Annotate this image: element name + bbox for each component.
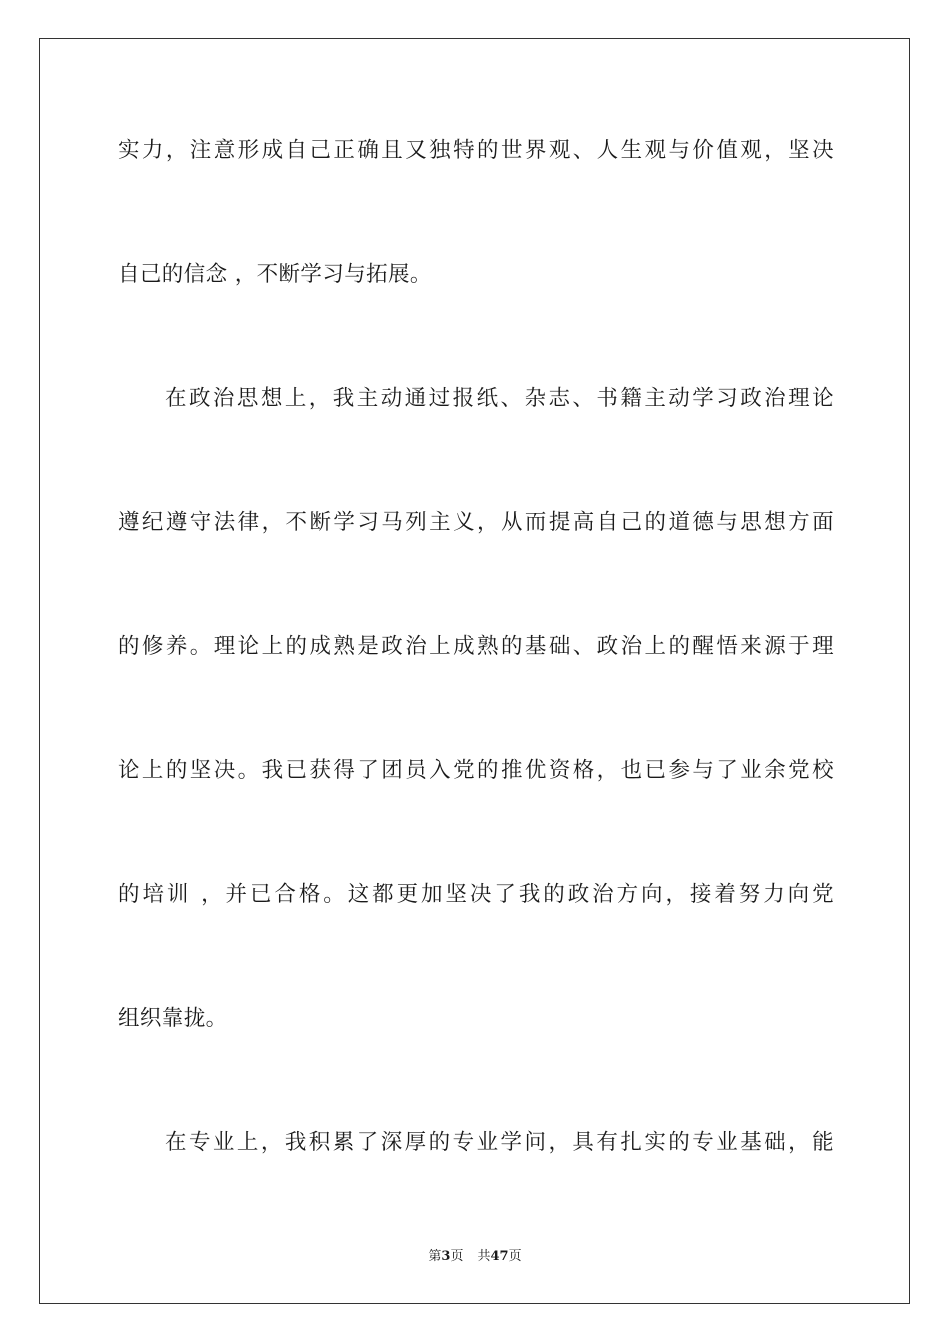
body-text-line-2: 自己的信念 ，不断学习与拓展。 (118, 262, 432, 287)
page-footer (0, 1248, 950, 1266)
page-prefix: 第 (428, 1249, 442, 1264)
page-number: 3 (441, 1249, 451, 1264)
body-text-line-3: 在政治思想上，我主动通过报纸、杂志、书籍主动学习政治理论 (165, 386, 834, 411)
page-suffix: 页 (450, 1249, 464, 1264)
body-text-line-8: 组织靠拢。 (118, 1006, 228, 1031)
total-pages: 47 (490, 1249, 509, 1264)
body-text-line-9: 在专业上，我积累了深厚的专业学问，具有扎实的专业基础，能 (165, 1130, 834, 1155)
body-text-line-5: 的修养。理论上的成熟是政治上成熟的基础、政治上的醒悟来源于理 (118, 634, 834, 659)
body-text-line-6: 论上的坚决。我已获得了团员入党的推优资格，也已参与了业余党校 (118, 758, 834, 783)
page-border (39, 38, 910, 1304)
body-text-line-4: 遵纪遵守法律，不断学习马列主义，从而提高自己的道德与思想方面 (118, 510, 834, 535)
body-text-line-7: 的培训 ，并已合格。这都更加坚决了我的政治方向，接着努力向党 (118, 882, 834, 907)
total-suffix: 页 (508, 1249, 522, 1264)
body-text-line-1: 实力，注意形成自己正确且又独特的世界观、人生观与价值观，坚决 (118, 138, 834, 163)
total-prefix: 共 (477, 1249, 491, 1264)
